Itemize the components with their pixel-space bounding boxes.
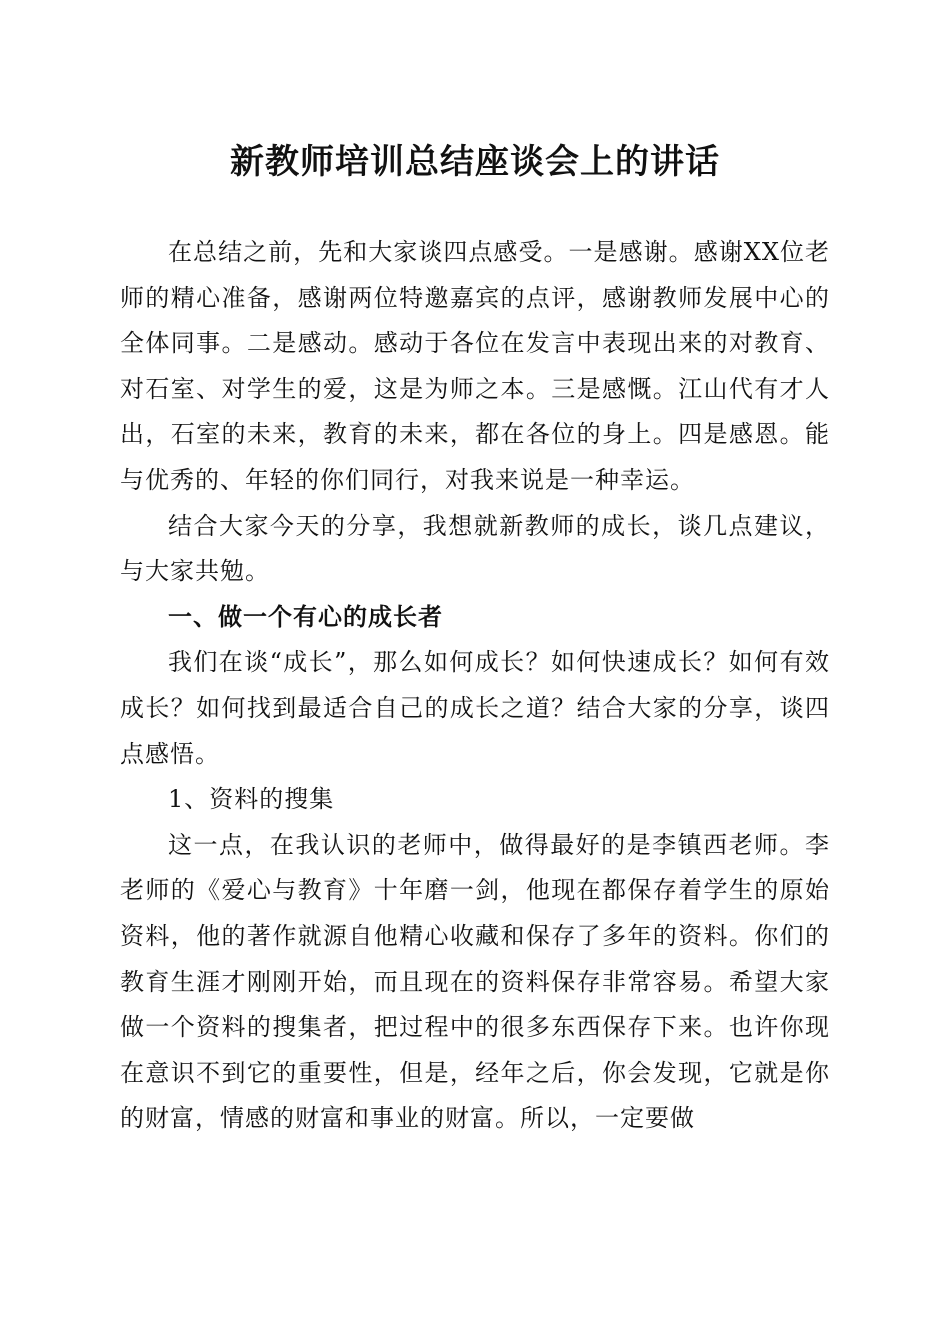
document-title: 新教师培训总结座谈会上的讲话 [230, 142, 720, 182]
paragraph-suggestions-intro: 结合大家今天的分享，我想就新教师的成长，谈几点建议，与大家共勉。 [120, 511, 830, 586]
paragraph-feelings: 在总结之前，先和大家谈四点感受。一是感谢。感谢XX位老师的精心准备，感谢两位特邀嘉宾的点评，感谢教师发展中心的全体同事。二是感动。感动于各位在发言中表现出来的对教育、对石室、对学生的爱，这是为师之本。三是感慨。江山代有才人出，石室的未来，教育的未来，都在各位的身上。四是感恩。能与优秀的、年轻的你们同行，对我来说是一种幸运。 [120, 238, 830, 494]
section-heading-1: 一、做一个有心的成长者 [168, 602, 443, 631]
paragraph-growth: 我们在谈“成长”，那么如何成长？如何快速成长？如何有效成长？如何找到最适合自己的成长之道？结合大家的分享，谈四点感悟。 [120, 648, 830, 768]
subsection-heading-1: 1、资料的搜集 [168, 785, 335, 814]
paragraph-materials: 这一点，在我认识的老师中，做得最好的是李镇西老师。李老师的《爱心与教育》十年磨一剑，他现在都保存着学生的原始资料，他的著作就源自他精心收藏和保存了多年的资料。你们的教育生涯才刚刚开始，而且现在的资料保存非常容易。希望大家做一个资料的搜集者，把过程中的很多东西保存下来。也许你现在意识不到它的重要性，但是，经年之后，你会发现，它就是你的财富，情感的财富和事业的财富。所以，一定要做 [120, 830, 830, 1133]
document-body [120, 230, 830, 1142]
